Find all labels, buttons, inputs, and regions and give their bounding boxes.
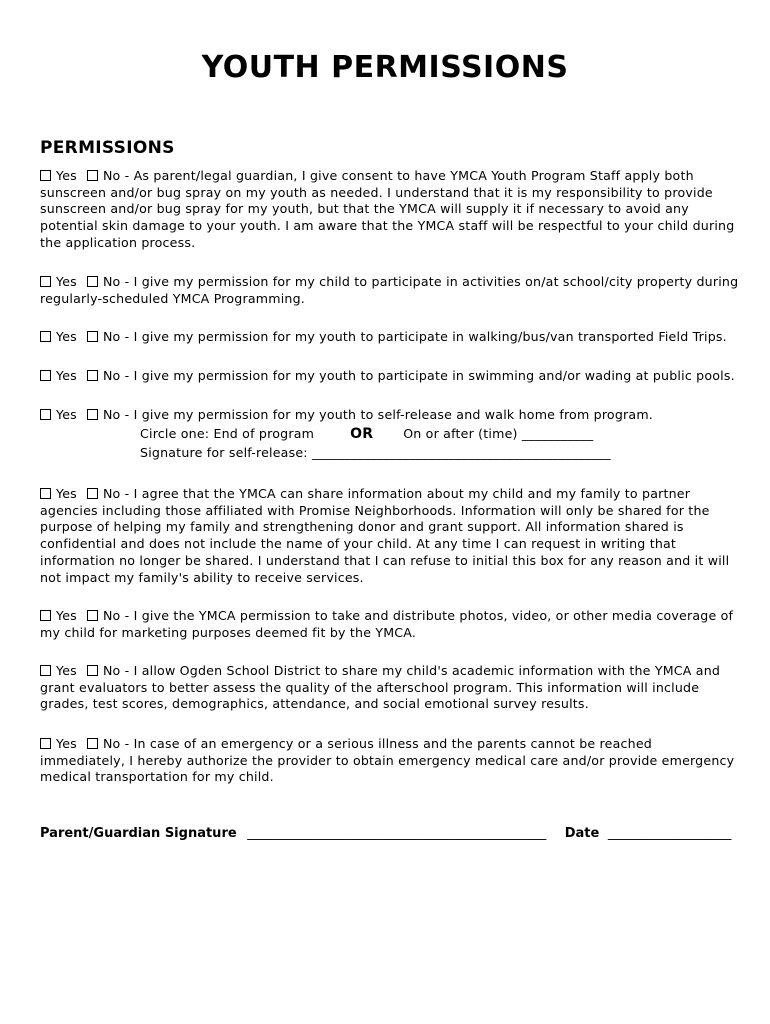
permission-item [40, 329, 740, 346]
permission-item [40, 736, 740, 786]
no-option[interactable]: No [87, 663, 121, 678]
yes-option[interactable]: Yes [40, 168, 87, 183]
checkbox-icon[interactable] [40, 170, 51, 181]
permission-item [40, 486, 740, 586]
checkbox-icon[interactable] [87, 331, 98, 342]
permission-text: - I give my permission for my child to participate in activities on/at school/city property during regularly-scheduled YMCA Programming. [40, 274, 739, 306]
checkbox-icon[interactable] [87, 610, 98, 621]
checkbox-icon[interactable] [40, 665, 51, 676]
yes-option[interactable]: Yes [40, 486, 87, 501]
no-option[interactable]: No [87, 274, 121, 289]
checkbox-icon[interactable] [40, 610, 51, 621]
no-option[interactable]: No [87, 329, 121, 344]
date-label: Date [564, 826, 600, 841]
signature-row [40, 826, 740, 841]
page-title: YOUTH PERMISSIONS [201, 50, 569, 85]
yes-option[interactable]: Yes [40, 329, 87, 344]
checkbox-icon[interactable] [87, 276, 98, 287]
yes-option[interactable]: Yes [40, 608, 87, 623]
permission-text: - I give the YMCA permission to take and distribute photos, video, or other media coverage of my child for marketing purposes deemed fit by the YMCA. [40, 608, 734, 640]
permission-text: - I give my permission for my youth to participate in walking/bus/van transported Field Trips. [120, 329, 727, 344]
checkbox-icon[interactable] [40, 276, 51, 287]
permission-text: - In case of an emergency or a serious illness and the parents cannot be reached immediately, I hereby authorize the provider to obtain emergency medical care and/or provide emergency medical transportation for my child. [40, 736, 735, 785]
permission-item [40, 608, 740, 641]
checkbox-icon[interactable] [40, 331, 51, 342]
yes-option[interactable]: Yes [40, 736, 87, 751]
date-field[interactable]: ___________________ [607, 826, 732, 841]
yes-option[interactable]: Yes [40, 368, 87, 383]
yes-option[interactable]: Yes [40, 274, 87, 289]
no-option[interactable]: No [87, 168, 121, 183]
checkbox-icon[interactable] [87, 665, 98, 676]
checkbox-icon[interactable] [87, 738, 98, 749]
no-option[interactable]: No [87, 407, 121, 422]
permission-item [40, 274, 740, 307]
checkbox-icon[interactable] [40, 488, 51, 499]
end-of-program-option[interactable]: Circle one: End of program [140, 425, 315, 441]
self-release-options [140, 424, 740, 444]
section-heading: PERMISSIONS [40, 138, 175, 158]
checkbox-icon[interactable] [87, 170, 98, 181]
or-label: OR [350, 425, 374, 442]
permission-text: - I allow Ogden School District to share my child's academic information with the YMCA and grant evaluators to better assess the quality of the afterschool program. This information will include grades, test scores, demographics, attendance, and social emotional survey results. [40, 663, 721, 712]
checkbox-icon[interactable] [87, 370, 98, 381]
self-release-signature-field[interactable]: Signature for self-release: ______________________________________________ [140, 444, 611, 460]
permission-item [40, 168, 740, 252]
parent-signature-label: Parent/Guardian Signature [40, 826, 237, 841]
on-after-time-field[interactable]: On or after (time) ___________ [403, 425, 594, 441]
permission-text: - I give my permission for my youth to self-release and walk home from program. [120, 407, 653, 422]
checkbox-icon[interactable] [40, 370, 51, 381]
permission-text: - I give my permission for my youth to participate in swimming and/or wading at public pools. [120, 368, 735, 383]
no-option[interactable]: No [87, 486, 121, 501]
checkbox-icon[interactable] [40, 409, 51, 420]
permission-text: - I agree that the YMCA can share information about my child and my family to partner agencies including those affiliated with Promise Neighborhoods. Information will only be shared for the purpose of helping my family and strengthening donor and grant support. All information shared is confidential and does not include the name of your child. At any time I can request in writing that information no longer be shared. I understand that I can refuse to initial this box for any reason and it will not impact my family's ability to receive services. [40, 486, 730, 585]
no-option[interactable]: No [87, 736, 121, 751]
permission-text: - As parent/legal guardian, I give consent to have YMCA Youth Program Staff apply both sunscreen and/or bug spray on my youth as needed. I understand that it is my responsibility to provide sunscreen and/or bug spray for my youth, but that the YMCA will supply it if necessary to avoid any potential skin damage to your youth. I am aware that the YMCA staff will be respectful to your child during the application process. [40, 168, 735, 250]
checkbox-icon[interactable] [87, 488, 98, 499]
checkbox-icon[interactable] [87, 409, 98, 420]
yes-option[interactable]: Yes [40, 407, 87, 422]
permission-item [40, 407, 740, 462]
yes-option[interactable]: Yes [40, 663, 87, 678]
parent-signature-field[interactable]: ______________________________________________ [247, 826, 547, 841]
permission-item [40, 368, 740, 385]
checkbox-icon[interactable] [40, 738, 51, 749]
permission-item [40, 663, 740, 713]
no-option[interactable]: No [87, 368, 121, 383]
no-option[interactable]: No [87, 608, 121, 623]
